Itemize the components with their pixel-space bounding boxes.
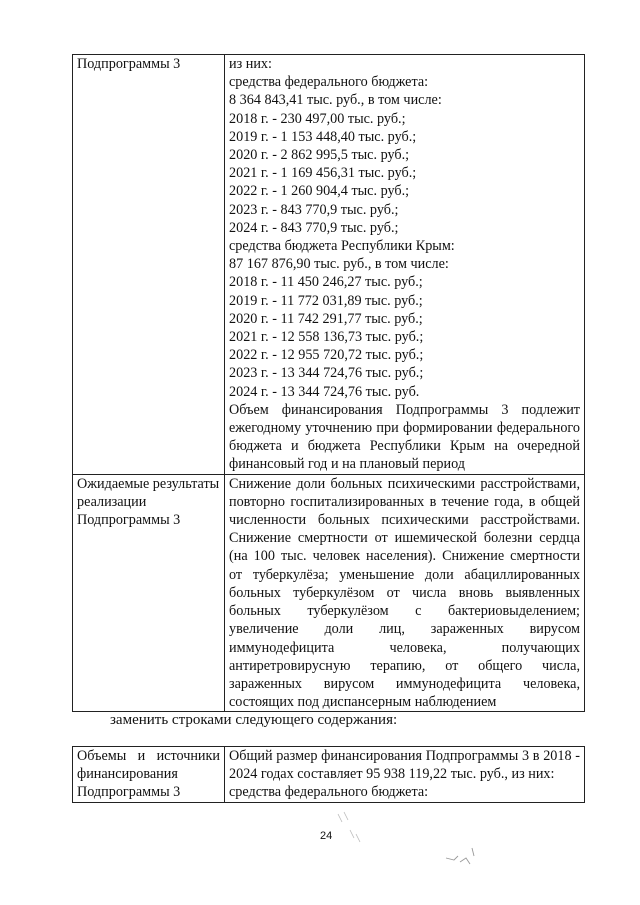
funding-line: 2020 г. - 11 742 291,77 тыс. руб.; [229,310,423,327]
table-row-funding-continued [73,55,585,475]
funding-line: 2024 г. - 843 770,9 тыс. руб.; [229,219,399,236]
table-row-expected-results [73,474,585,712]
expected-results-cell [225,474,585,712]
funding-line: 2018 г. - 230 497,00 тыс. руб.; [229,110,406,127]
funding-line: 2022 г. - 12 955 720,72 тыс. руб.; [229,347,424,364]
replacement-instruction: заменить строками следующего содержания: [110,712,398,728]
row-label-cell [73,747,225,803]
funding-line: 2019 г. - 1 153 448,40 тыс. руб.; [229,128,417,145]
funding-details-cell [225,55,585,475]
funding-line: 2020 г. - 2 862 995,5 тыс. руб.; [229,147,410,164]
funding-note: Объем финансирования Подпрограммы 3 подлежит ежегодному уточнению при формировании федерального бюджета и бюджета Республики Крым на очередной финансовый год и на плановый период [229,401,580,473]
funding-line: средства федерального бюджета: [229,784,429,801]
table-row-funding-new [73,747,585,803]
funding-line: 87 167 876,90 тыс. руб., в том числе: [229,256,449,273]
funding-line: 2024 г. - 13 344 724,76 тыс. руб. [229,383,420,400]
funding-line: 2021 г. - 1 169 456,31 тыс. руб.; [229,165,417,182]
table-program-details [72,54,585,712]
funding-line: 2023 г. - 843 770,9 тыс. руб.; [229,201,399,218]
funding-line: 8 364 843,41 тыс. руб., в том числе: [229,92,442,109]
funding-line: 2022 г. - 1 260 904,4 тыс. руб.; [229,183,410,200]
row-label: Объемы и источники финансирования Подпрограммы 3 [77,748,220,801]
funding-line: 2023 г. - 13 344 724,76 тыс. руб.; [229,365,424,382]
row-label-cell [73,55,225,475]
funding-summary-cell [225,747,585,803]
table-replacement-funding [72,746,585,803]
funding-line: 2018 г. - 11 450 246,27 тыс. руб.; [229,274,423,291]
funding-line: средства федерального бюджета: [229,74,429,91]
row-label: Подпрограммы 3 [77,56,181,72]
funding-line: из них: [229,56,272,72]
scan-mark [444,838,480,868]
page-number: 24 [320,830,333,842]
scan-mark [330,808,370,848]
funding-line: 2019 г. - 11 772 031,89 тыс. руб.; [229,292,423,309]
funding-line: 2021 г. - 12 558 136,73 тыс. руб.; [229,329,424,346]
funding-line: средства бюджета Республики Крым: [229,238,455,255]
funding-summary-text: Общий размер финансирования Подпрограммы 3 в 2018 - 2024 годах составляет 95 938 119,22 тыс. руб., из них: [229,748,580,783]
expected-results-text: Снижение доли больных психическими расстройствами, повторно госпитализированных в течение года, в общей численности больных психическими расстройствами. Снижение смертности от ишемической болезни сердца (на 100 тыс. человек населения). Снижение смертности от туберкулёза; уменьшение доли абациллированных больных туберкулёзом от числа вновь выявленных больных туберкулёзом с бактериовыделением; увеличение доли лиц, зараженных вирусом иммунодефицита человека, получающих антиретровирусную терапию, от общего числа, зараженных вирусом иммунодефицита человека, состоящих под диспансерным наблюдением [229,475,580,711]
row-label: Ожидаемые результаты реализации Подпрограммы 3 [77,475,220,529]
row-label-cell [73,474,225,712]
